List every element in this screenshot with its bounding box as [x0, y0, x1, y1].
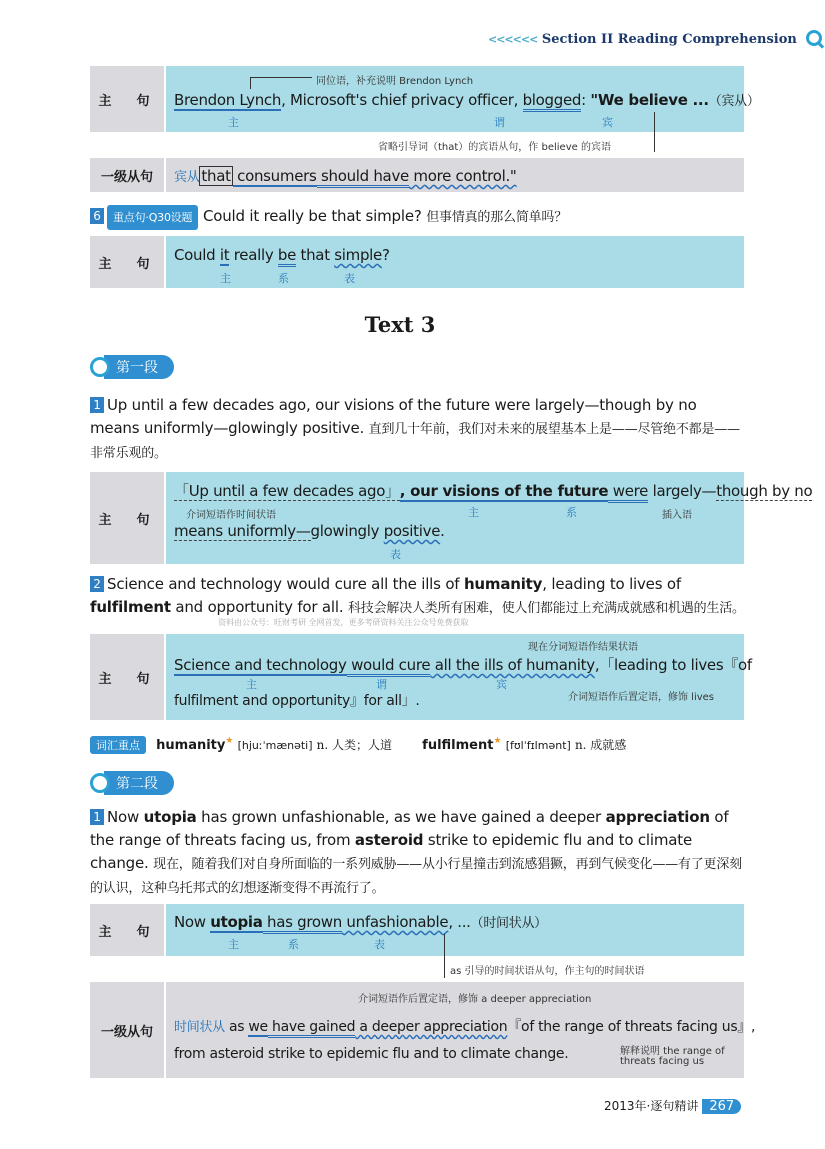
role-subject: 主	[228, 116, 239, 129]
p3-label: 主 句	[90, 904, 164, 956]
p2-analysis-line1	[174, 654, 752, 675]
section-label: 第二段	[104, 771, 174, 795]
role-predicative: 表	[374, 938, 385, 951]
p3-sub-line1	[174, 1016, 755, 1036]
vocab-tag: 词汇重点	[90, 736, 146, 754]
role-object: 宾	[496, 678, 507, 691]
q6-english: Could it really be that simple?	[202, 207, 422, 225]
role-predicative: 表	[344, 272, 355, 285]
predicate-word: blogged	[523, 91, 582, 112]
role-subject: 主	[468, 506, 479, 519]
p3-text: of the range of threats facing us, from	[90, 808, 729, 849]
q6-word: really	[229, 246, 278, 264]
subordinate-clause-label: 一级从句	[90, 158, 164, 192]
appositive-phrase: , Microsoft's chief privacy officer,	[281, 91, 523, 109]
p1-word: largely—	[648, 482, 717, 500]
clause-subject: consumers	[232, 167, 317, 185]
colon: :	[581, 91, 591, 109]
p3-text: Now	[107, 808, 144, 826]
q6-link: be	[278, 246, 296, 267]
sentence-number: 1	[90, 809, 104, 825]
role-predicative: 表	[390, 548, 401, 561]
p3-analysis	[174, 912, 547, 931]
q6-subject: it	[219, 246, 230, 264]
vocab-utopia: utopia	[143, 808, 197, 826]
key-sentence-tag: 重点句·Q30设题	[107, 205, 198, 230]
p2-analysis-line2: fulfilment and opportunity』for all」.	[174, 693, 420, 709]
p2-predicate: would cure	[347, 656, 431, 677]
q6-predicative: simple	[334, 246, 382, 264]
p3-text: has grown unfashionable, as we have gained a deeper	[196, 808, 606, 826]
q6-chinese: 但事情真的那么简单吗？	[426, 210, 568, 225]
p1-analysis-line1	[174, 480, 812, 501]
role-link: 系	[278, 272, 289, 285]
p2-text: Science and technology would cure all the ills of	[107, 575, 464, 593]
vocab-appreciation: appreciation	[605, 808, 710, 826]
clause-subject: we	[248, 1019, 268, 1035]
p1-chinese: 直到几十年前，我们对未来的展望基本上是——尽管绝不都是——非常乐观的。	[90, 422, 740, 461]
p2-text: , leading to lives of	[542, 575, 681, 593]
postmodifier: 『of the range of threats facing us』,	[507, 1019, 756, 1035]
vocab-definition: n. 成就感	[574, 738, 627, 752]
p3-conj: as	[224, 1019, 249, 1035]
sentence-number: 6	[90, 208, 104, 224]
role-object: 宾	[602, 116, 613, 129]
footer-text: 2013年·逐句精讲	[604, 1099, 699, 1113]
p1-word: glowingly	[310, 522, 384, 540]
vocab-word: humanity	[156, 738, 226, 753]
magnifier-icon	[90, 357, 110, 377]
role-predicate: 谓	[494, 116, 505, 129]
role-link: 系	[566, 506, 577, 519]
result-adverbial: ,「leading to lives『of	[594, 656, 752, 674]
time-adverbial-note: 介词短语作时间状语	[186, 510, 276, 521]
p3-text: strike to epidemic flu and to climate change.	[90, 831, 692, 872]
as-clause-explanation: as 引导的时间状语从句，作主句的时间状语	[450, 966, 645, 977]
header-section: Section II Reading Comprehension	[541, 32, 797, 47]
main-clause-label: 主 句	[90, 66, 164, 132]
q6-analysis	[174, 246, 390, 264]
object-clause-explanation: 省略引导词（that）的宾语从句，作 believe 的宾语	[378, 142, 611, 153]
time-clause-note: （时间状从）	[470, 916, 547, 931]
vocab-asteroid: asteroid	[354, 831, 424, 849]
page-footer	[604, 1097, 741, 1114]
parenthesis-cont: means uniformly—	[174, 522, 311, 540]
text-title: Text 3	[364, 312, 436, 337]
section-paragraph-2	[90, 772, 174, 794]
vocab-word: fulfilment	[422, 738, 494, 753]
vocab-definition: n. 人类；人道	[316, 738, 393, 752]
vocab-phonetic: [fʊlˈfɪlmənt]	[505, 739, 571, 752]
object-clause: "We believe ...	[590, 91, 709, 109]
p2-text: and opportunity for all.	[170, 598, 344, 616]
omitted-that: that	[201, 167, 231, 185]
vocab-phonetic: [hjuːˈmænəti]	[237, 739, 313, 752]
clause-tag: 时间状从	[174, 1020, 225, 1035]
postmodifier-note: 介词短语作后置定语，修饰 lives	[568, 692, 715, 703]
subject-phrase: Brendon Lynch	[174, 91, 282, 109]
p1-subject: , our visions of the future	[399, 482, 609, 500]
magnifier-icon	[90, 773, 110, 793]
p1-link: were	[608, 482, 648, 503]
p2-chinese: 科技会解决人类所有困难，使人们都能过上充满成就感和机遇的生活。	[348, 601, 745, 616]
star-icon: ★	[493, 736, 502, 746]
vocab-row	[90, 736, 626, 754]
result-adverbial-note: 现在分词短语作结果状语	[528, 642, 638, 653]
q6-word: ?	[381, 246, 390, 264]
p3-word: Now	[174, 913, 211, 931]
time-adverbial: 「Up until a few decades ago」	[174, 482, 400, 500]
p3-sub-label: 一级从句	[90, 982, 164, 1078]
q6-label: 主 句	[90, 236, 164, 288]
postmodifier-note: 介词短语作后置定语，修饰 a deeper appreciation	[358, 994, 592, 1005]
paragraph-2-sentence-1	[90, 806, 750, 900]
p1-analysis-line2	[174, 522, 445, 540]
p2-object: all the ills of humanity	[430, 656, 595, 674]
page-number: 267	[702, 1099, 741, 1114]
p1-english: Up until a few decades ago, our visions of the future were largely—though by no means uniformly—glowingly positive.	[90, 396, 697, 437]
p2-subject: Science and technology	[174, 656, 347, 674]
header-arrows: <<<<<<	[488, 33, 538, 46]
section-label: 第一段	[104, 355, 174, 379]
q6-word: that	[296, 246, 335, 264]
parenthesis-note: 插入语	[662, 510, 692, 521]
p3-link: has grown	[263, 913, 342, 934]
block1-sentence	[174, 90, 760, 109]
clause-predicate: have gained	[268, 1019, 355, 1038]
vocab-fulfilment: fulfilment	[90, 598, 171, 616]
paragraph-1-sentence-1	[90, 394, 750, 465]
p3-sub-line2: from asteroid strike to epidemic flu and to climate change.	[174, 1046, 569, 1062]
p2-label: 主 句	[90, 634, 164, 720]
question-6	[90, 205, 750, 230]
parenthesis: though by no	[716, 482, 813, 500]
p1-label: 主 句	[90, 472, 164, 564]
clause-object: more control."	[408, 167, 517, 185]
section-paragraph-1	[90, 356, 174, 378]
p1-predicative: positive	[383, 522, 441, 540]
role-link: 系	[288, 938, 299, 951]
role-predicate: 谓	[376, 678, 387, 691]
q6-word: Could	[174, 246, 220, 264]
vocab-humanity: humanity	[463, 575, 543, 593]
paragraph-1-sentence-2	[90, 573, 750, 620]
object-clause-note: （宾从）	[708, 94, 760, 109]
sentence-number: 1	[90, 397, 104, 413]
subordinate-sentence	[174, 166, 517, 185]
star-icon: ★	[225, 736, 234, 746]
p3-predicative: unfashionable	[341, 913, 449, 931]
clause-predicate: should have	[317, 167, 409, 188]
sentence-number: 2	[90, 576, 104, 592]
running-header	[488, 30, 797, 52]
clause-tag: 宾从	[174, 170, 200, 185]
magnifier-icon	[806, 30, 822, 46]
p1-period: .	[440, 522, 445, 540]
explanation-note: threats facing us	[620, 1056, 705, 1067]
p3-ellipsis: , ...	[448, 913, 471, 931]
p3-subject: utopia	[210, 913, 263, 931]
role-subject: 主	[220, 272, 231, 285]
role-subject: 主	[246, 678, 257, 691]
explanation-note: 解释说明 the range of	[620, 1046, 725, 1057]
clause-object: a deeper appreciation	[355, 1019, 508, 1035]
role-subject: 主	[228, 938, 239, 951]
watermark: 资料由公众号：旺财考研 全网首发，更多考研资料关注公众号免费获取	[218, 618, 469, 627]
p3-chinese: 现在，随着我们对自身所面临的一系列威胁——从小行星撞击到流感猖獗，再到气候变化——有了更深刻的认识，这种乌托邦式的幻想逐渐变得不再流行了。	[90, 857, 742, 896]
appositive-note: 同位语，补充说明 Brendon Lynch	[316, 76, 474, 87]
